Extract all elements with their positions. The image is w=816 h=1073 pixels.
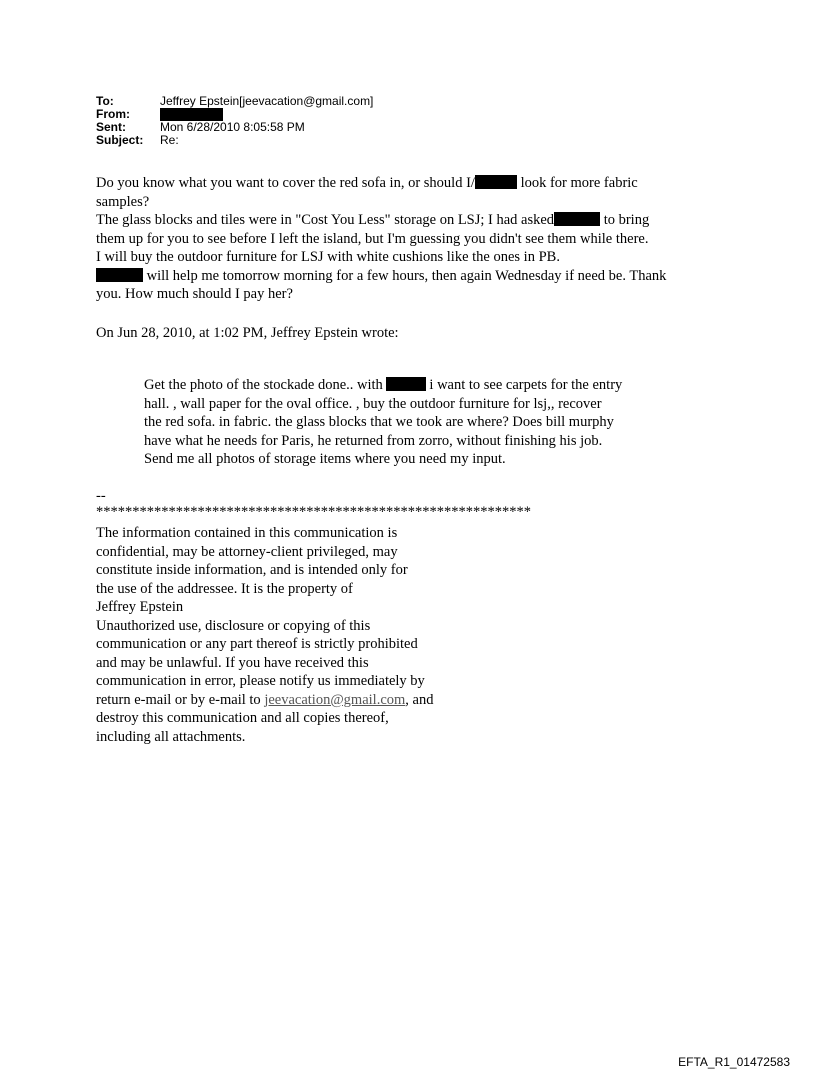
disclaimer-line: the use of the addressee. It is the property of [96,580,353,597]
quoted-message [144,376,622,469]
message-line: them up for you to see before I left the island, but I'm guessing you didn't see them while there. [96,230,649,247]
disclaimer-line: destroy this communication and all copies thereof, [96,710,389,726]
quote-text: Get the photo of the stockade done.. with [144,377,383,393]
message-line: you. How much should I pay her? [96,286,293,302]
message-text: to bring [603,212,650,228]
quote-line: have what he needs for Paris, he returned from zorro, without finishing his job. [144,432,603,449]
disclaimer-line: Unauthorized use, disclosure or copying of this [96,617,371,634]
message-line [96,174,666,193]
disclaimer-line: and may be unlawful. If you have received this [96,654,369,671]
disclaimer-line [96,691,433,710]
subject-label: Subject: [96,133,144,147]
from-label: From: [96,107,130,121]
message-line [96,267,666,286]
document-id: EFTA_R1_01472583 [678,1055,790,1069]
subject-value: Re: [160,133,179,147]
redaction-block [554,212,600,226]
disclaimer-line: The information contained in this communication is [96,525,398,541]
sent-label: Sent: [96,120,126,134]
message-body [96,174,666,304]
redaction-block [475,175,517,189]
quote-line [144,376,622,395]
sent-value: Mon 6/28/2010 8:05:58 PM [160,120,305,134]
message-text: The glass blocks and tiles were in "Cost You Less" storage on LSJ; I had asked [96,212,555,228]
quote-line: the red sofa. in fabric. the glass blocks that we took are where? Does bill murphy [144,414,614,430]
disclaimer-line: constitute inside information, and is intended only for [96,562,408,578]
quote-intro: On Jun 28, 2010, at 1:02 PM, Jeffrey Epstein wrote: [96,325,399,341]
redaction-block [386,377,426,391]
disclaimer-line: communication in error, please notify us immediately by [96,673,425,689]
disclaimer-text: return e-mail or by e-mail to [96,691,261,708]
disclaimer-line: Jeffrey Epstein [96,599,184,615]
signature-dashes: -- [96,488,106,504]
message-text: look for more fabric [520,175,638,191]
disclaimer [96,524,433,746]
quote-line: Send me all photos of storage items where you need my input. [144,451,506,467]
disclaimer-text: , and [405,691,434,708]
message-text: Do you know what you want to cover the red sofa in, or should I/ [96,175,475,191]
signature-separator [96,487,531,518]
message-line: samples? [96,193,150,210]
to-label: To: [96,94,114,108]
email-link[interactable]: jeevacation@gmail.com [264,691,406,708]
redaction-block [96,268,143,282]
disclaimer-line: confidential, may be attorney-client privileged, may [96,543,398,560]
quote-line: hall. , wall paper for the oval office. , buy the outdoor furniture for lsj,, recover [144,395,602,412]
quote-text: i want to see carpets for the entry [429,377,623,393]
to-value: Jeffrey Epstein[jeevacation@gmail.com] [160,94,374,108]
message-line [96,211,666,230]
message-text: will help me tomorrow morning for a few hours, then again Wednesday if need be. Thank [146,267,667,284]
signature-stars: ************************************************************ [96,503,531,520]
message-line: I will buy the outdoor furniture for LSJ with white cushions like the ones in PB. [96,249,560,265]
disclaimer-line: including all attachments. [96,728,246,745]
disclaimer-line: communication or any part thereof is strictly prohibited [96,636,418,652]
